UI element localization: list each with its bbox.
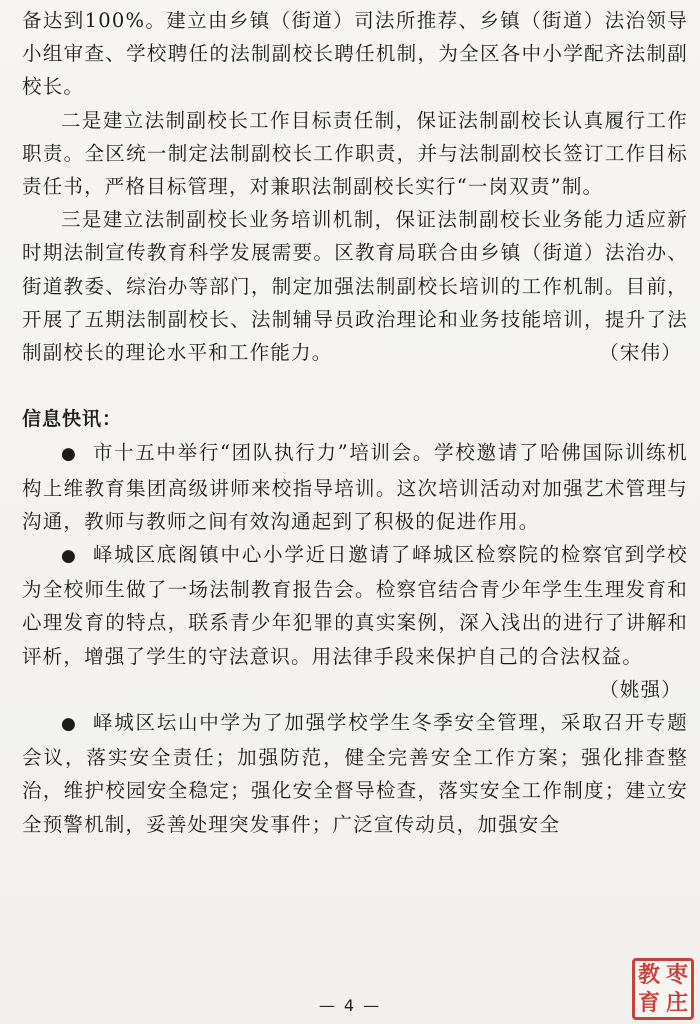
seal-char: 庄 — [665, 990, 688, 1016]
news-item-text: 峄城区底阁镇中心小学近日邀请了峄城区检察院的检察官到学校为全校师生做了一场法制教育报告会。检察官结合青少年学生生理发育和心理发育的特点，联系青少年犯罪的真实案例，深入浅出的进行了讲解和评析，增强了学生的守法意识。用法律手段来保护自己的合法权益。 — [22, 543, 688, 668]
bullet-icon: ● — [61, 444, 78, 465]
paragraph-continuation: 备达到100%。建立由乡镇（街道）司法所推荐、乡镇（街道）法治领导小组审查、学校聘任的法制副校长聘任机制，为全区各中小学配齐法制副校长。 — [22, 9, 688, 99]
bullet-icon: ● — [61, 714, 78, 735]
news-item-text: 市十五中举行“团队执行力”培训会。学校邀请了哈佛国际训练机构上维教育集团高级讲师来校指导培训。这次培训活动对加强艺术管理与沟通，教师与教师之间有效沟通起到了积极的促进作用。 — [22, 441, 688, 533]
paragraph-point-three-text: 三是建立法制副校长业务培训机制，保证法制副校长业务能力适应新时期法制宣传教育科学发展需要。区教育局联合由乡镇（街道）法治办、街道教委、综治办等部门，制定加强法制副校长培训的工作机制。目前，开展了五期法制副校长、法制辅导员政治理论和业务技能培训，提升了法制副校长的理论水平和工作能力。 — [22, 208, 688, 365]
bullet-icon: ● — [61, 546, 78, 567]
news-item — [22, 436, 688, 538]
section-heading-news-flash: 信息快讯： — [22, 408, 123, 431]
seal-char: 教 — [637, 962, 660, 988]
author-songwei: （宋伟） — [599, 341, 682, 365]
news-item — [22, 706, 688, 841]
news-item — [22, 538, 688, 673]
paragraph-point-three — [22, 203, 688, 369]
red-seal-stamp — [632, 958, 694, 1020]
seal-char: 育 — [637, 990, 660, 1016]
page-number: — 4 — — [318, 996, 382, 1015]
seal-char: 枣 — [665, 962, 688, 988]
section-gap — [22, 369, 688, 403]
news-item-text: 峄城区坛山中学为了加强学校学生冬季安全管理，采取召开专题会议，落实安全责任；加强防范，健全完善安全工作方案；强化排查整治，维护校园安全稳定；强化安全督导检查，落实安全工作制度；建立安全预警机制，妥善处理突发事件；广泛宣传动员，加强安全 — [22, 711, 688, 836]
author-yaoqiang: （姚强） — [599, 677, 682, 701]
body-text — [22, 4, 688, 841]
paragraph-point-two: 二是建立法制副校长工作目标责任制，保证法制副校长认真履行工作职责。全区统一制定法制副校长工作职责，并与法制副校长签订工作目标责任书，严格目标管理，对兼职法制副校长实行“一岗双责”制。 — [22, 108, 688, 199]
